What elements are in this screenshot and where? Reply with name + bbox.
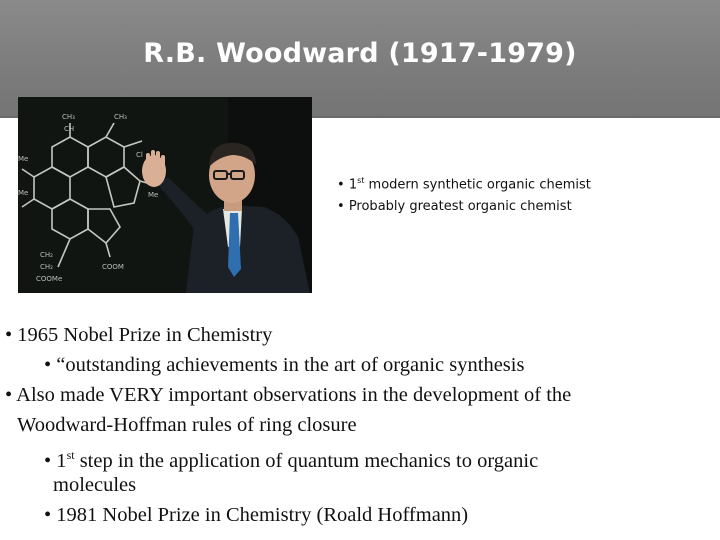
bullet-quantum-mechanics-cont: molecules <box>53 474 137 496</box>
bullet-woodward-hoffman-cont: Woodward-Hoffman rules of ring closure <box>17 414 357 436</box>
svg-text:COOMe: COOMe <box>36 275 63 283</box>
svg-text:CH₂: CH₂ <box>40 263 53 271</box>
svg-text:Me: Me <box>18 155 29 163</box>
woodward-photo <box>18 97 312 293</box>
svg-text:CH₂: CH₂ <box>40 251 53 259</box>
bullet-nobel-1981: • 1981 Nobel Prize in Chemistry (Roald Hoffmann) <box>44 504 469 526</box>
svg-text:Me: Me <box>18 189 29 197</box>
svg-text:CH: CH <box>64 125 75 133</box>
svg-text:Me: Me <box>148 191 159 199</box>
svg-text:Cl: Cl <box>136 151 143 159</box>
caption-bullet-first-modern: • 1st modern synthetic organic chemist <box>337 176 591 193</box>
photo-caption-bullets <box>337 170 591 218</box>
svg-text:CH₃: CH₃ <box>62 113 75 121</box>
bullet-nobel-citation: • “outstanding achievements in the art of organic synthesis <box>44 354 525 376</box>
caption-bullet-greatest: • Probably greatest organic chemist <box>337 199 572 215</box>
bullet-quantum-mechanics: • 1st step in the application of quantum mechanics to organic <box>44 448 539 472</box>
bullet-woodward-hoffman: • Also made VERY important observations in the development of the <box>5 384 572 406</box>
slide-title: R.B. Woodward (1917-1979) <box>143 38 577 69</box>
svg-text:COOM: COOM <box>102 263 124 271</box>
bullet-nobel-1965: • 1965 Nobel Prize in Chemistry <box>5 324 273 346</box>
svg-text:CH₃: CH₃ <box>114 113 127 121</box>
